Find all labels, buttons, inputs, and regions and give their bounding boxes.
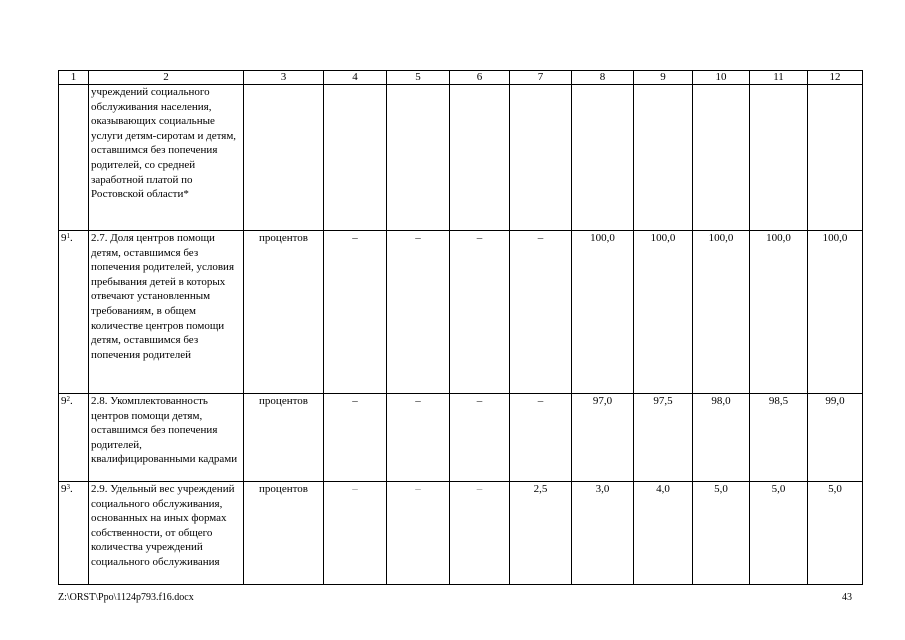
header-cell: 8 <box>572 71 634 85</box>
value-cell: 100,0 <box>808 231 863 394</box>
value-cell <box>572 85 634 231</box>
table-row <box>59 231 863 394</box>
value-cell <box>808 85 863 231</box>
row-number <box>59 85 89 231</box>
value-cell: 100,0 <box>750 231 808 394</box>
header-cell: 11 <box>750 71 808 85</box>
header-cell: 10 <box>693 71 750 85</box>
value-cell: – <box>387 394 450 482</box>
value-cell: – <box>387 482 450 585</box>
unit-cell: процентов <box>244 482 324 585</box>
value-cell <box>387 85 450 231</box>
value-cell: – <box>450 394 510 482</box>
value-cell: – <box>510 231 572 394</box>
value-cell: 97,5 <box>634 394 693 482</box>
value-cell: 97,0 <box>572 394 634 482</box>
value-cell: 5,0 <box>693 482 750 585</box>
value-cell: 5,0 <box>808 482 863 585</box>
table-row <box>59 85 863 231</box>
header-cell: 2 <box>89 71 244 85</box>
value-cell: 100,0 <box>572 231 634 394</box>
header-cell: 12 <box>808 71 863 85</box>
value-cell: – <box>324 482 387 585</box>
unit-cell <box>244 85 324 231</box>
value-cell: 2,5 <box>510 482 572 585</box>
header-cell: 4 <box>324 71 387 85</box>
value-cell <box>450 85 510 231</box>
indicator-text: 2.8. Укомплектованность центров помощи детям, оставшимся без попечения родителей, квалифицированными кадрами <box>89 394 244 482</box>
row-number: $9^1$. <box>59 231 89 394</box>
indicator-text: 2.9. Удельный вес учреждений социального обслуживания, основанных на иных формах собственности, от общего количества учреждений социального обслуживания <box>89 482 244 585</box>
value-cell: 5,0 <box>750 482 808 585</box>
header-cell: 6 <box>450 71 510 85</box>
indicator-text: учреждений социального обслуживания населения, оказывающих социальные услуги детям-сиротам и детям, оставшимся без попечения родителей, со средней заработной платой по Ростовской области* <box>89 85 244 231</box>
value-cell: 100,0 <box>693 231 750 394</box>
value-cell: – <box>387 231 450 394</box>
value-cell: 98,5 <box>750 394 808 482</box>
value-cell <box>510 85 572 231</box>
footer-file-path: Z:\ORST\Ppo\1124p793.f16.docx <box>58 592 194 603</box>
header-cell: 7 <box>510 71 572 85</box>
value-cell: 98,0 <box>693 394 750 482</box>
row-number: $9^3$. <box>59 482 89 585</box>
value-cell: – <box>450 231 510 394</box>
value-cell: 3,0 <box>572 482 634 585</box>
table-row <box>59 482 863 585</box>
value-cell <box>750 85 808 231</box>
value-cell: – <box>324 394 387 482</box>
header-cell: 1 <box>59 71 89 85</box>
indicator-text: 2.7. Доля центров помощи детям, оставшимся без попечения родителей, условия пребывания детей в которых отвечают установленным требованиям, в общем количестве центров помощи детям, оставшимся без попечения родителей <box>89 231 244 394</box>
page-number: 43 <box>842 592 852 603</box>
header-cell: 5 <box>387 71 450 85</box>
table-row <box>59 394 863 482</box>
value-cell: 99,0 <box>808 394 863 482</box>
header-cell: 9 <box>634 71 693 85</box>
value-cell: 4,0 <box>634 482 693 585</box>
value-cell: – <box>510 394 572 482</box>
value-cell <box>693 85 750 231</box>
value-cell <box>634 85 693 231</box>
unit-cell: процентов <box>244 394 324 482</box>
indicators-table <box>58 70 863 585</box>
header-row <box>59 71 863 85</box>
value-cell: – <box>324 231 387 394</box>
value-cell: – <box>450 482 510 585</box>
header-cell: 3 <box>244 71 324 85</box>
unit-cell: процентов <box>244 231 324 394</box>
value-cell <box>324 85 387 231</box>
value-cell: 100,0 <box>634 231 693 394</box>
row-number: $9^2$. <box>59 394 89 482</box>
